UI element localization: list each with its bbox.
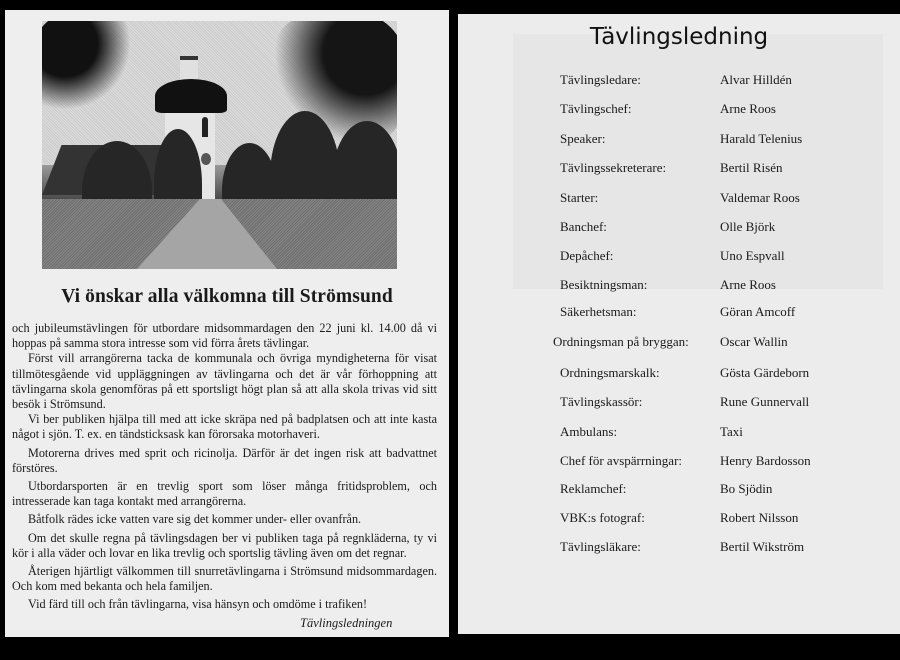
- official-name: Alvar Hilldén: [720, 72, 792, 87]
- official-name: Arne Roos: [720, 277, 776, 292]
- official-name: Rune Gunnervall: [720, 394, 810, 409]
- official-name: Gösta Gärdeborn: [720, 365, 810, 380]
- roster-row: [458, 72, 900, 92]
- role: Tävlingsläkare:: [560, 539, 641, 554]
- role: Starter:: [560, 190, 599, 205]
- role: Besiktningsman:: [560, 277, 648, 292]
- role: Depåchef:: [560, 248, 614, 263]
- welcome-headline: Vi önskar alla välkomna till Strömsund: [61, 286, 393, 307]
- page-title: Tävlingsledning: [589, 24, 769, 50]
- roster-row: [458, 394, 900, 414]
- paragraph: Återigen hjärtligt välkommen till snurretävlingarna i Strömsund midsommardagen. Och kom med bekanta och hela familjen.: [12, 564, 437, 594]
- role: Ordningsmarskalk:: [560, 365, 660, 380]
- role: Chef för avspärrningar:: [560, 453, 683, 468]
- roster-row: [458, 248, 900, 268]
- role: Tävlingskassör:: [560, 394, 643, 409]
- paragraph: Först vill arrangörerna tacka de kommunala och övriga myndigheterna för visat tillmötesgående vid uppläggningen av tävlingarna och det är vår förhoppning att tävlingarna skola genomföras på ett sportsligt högt plan så att alla skola trivas vid sitt besök i Strömsund.: [12, 351, 437, 412]
- church-photo: [42, 21, 397, 269]
- official-name: Bertil Risén: [720, 160, 783, 175]
- paragraph: Båtfolk rädes icke vatten vare sig det kommer under- eller ovanfrån.: [28, 512, 362, 527]
- photo-tower-window: [202, 117, 208, 137]
- roster-row: [458, 160, 900, 180]
- official-name: Harald Telenius: [720, 131, 803, 146]
- roster-row: [458, 510, 900, 530]
- photo-foliage-left: [42, 21, 142, 121]
- role: Ambulans:: [560, 424, 618, 439]
- role: Speaker:: [560, 131, 606, 146]
- signature: Tävlingsledningen: [300, 616, 393, 630]
- roster-row: [458, 453, 900, 473]
- role: Reklamchef:: [560, 481, 627, 496]
- official-name: Göran Amcoff: [720, 304, 796, 319]
- roster-row: [458, 190, 900, 210]
- official-name: Olle Björk: [720, 219, 776, 234]
- paragraph: Vi ber publiken hjälpa till med att icke skräpa ned på badplatsen och att inte kasta något i sjön. T. ex. en tändsticksask kan förorsaka motorhaveri.: [12, 412, 437, 442]
- role: Tävlingschef:: [560, 101, 632, 116]
- role: Ordningsman på bryggan:: [553, 334, 689, 349]
- roster-row: [458, 424, 900, 444]
- roster-row: [458, 334, 900, 354]
- official-name: Bo Sjödin: [720, 481, 773, 496]
- left-page: [5, 10, 449, 637]
- role: Säkerhetsman:: [560, 304, 637, 319]
- right-page: [458, 14, 900, 634]
- role: VBK:s fotograf:: [560, 510, 645, 525]
- official-name: Robert Nilsson: [720, 510, 799, 525]
- photo-tower-clock: [201, 153, 211, 165]
- paragraph: Motorerna drives med sprit och ricinolja. Därför är det ingen risk att badvattnet förstöres.: [12, 445, 437, 475]
- roster-row: [458, 101, 900, 121]
- official-name: Valdemar Roos: [720, 190, 800, 205]
- official-name: Uno Espvall: [720, 248, 785, 263]
- official-name: Oscar Wallin: [720, 334, 788, 349]
- officials-roster: [458, 14, 900, 634]
- roster-row: [458, 365, 900, 385]
- roster-row: [458, 219, 900, 239]
- paragraph: och jubileumstävlingen för utbordare midsommardagen den 22 juni kl. 14.00 då vi hoppas på samma stora intresse som vid förra årets tävlingar.: [12, 321, 437, 351]
- official-name: Bertil Wikström: [720, 539, 805, 554]
- official-name: Henry Bardosson: [720, 453, 811, 468]
- paragraph: Om det skulle regna på tävlingsdagen ber vi publiken taga på regnkläderna, ty vi kör i alla väder och lovar en lika trevlig och sportslig tävling även om det regnar.: [12, 530, 437, 560]
- paragraph: Vid färd till och från tävlingarna, visa hänsyn och omdöme i trafiken!: [28, 597, 368, 612]
- roster-row: [458, 539, 900, 559]
- role: Banchef:: [560, 219, 607, 234]
- official-name: Taxi: [720, 424, 743, 439]
- roster-row: [458, 277, 900, 297]
- roster-row: [458, 481, 900, 501]
- role: Tävlingssekreterare:: [560, 160, 667, 175]
- official-name: Arne Roos: [720, 101, 776, 116]
- paragraph: Utbordarsporten är en trevlig sport som löser många fritidsproblem, och intresserade kan taga kontakt med arrangörerna.: [12, 479, 437, 509]
- welcome-body: [12, 321, 437, 613]
- photo-tower-dome: [155, 79, 227, 113]
- roster-row: [458, 304, 900, 324]
- role: Tävlingsledare:: [560, 72, 641, 87]
- roster-row: [458, 131, 900, 151]
